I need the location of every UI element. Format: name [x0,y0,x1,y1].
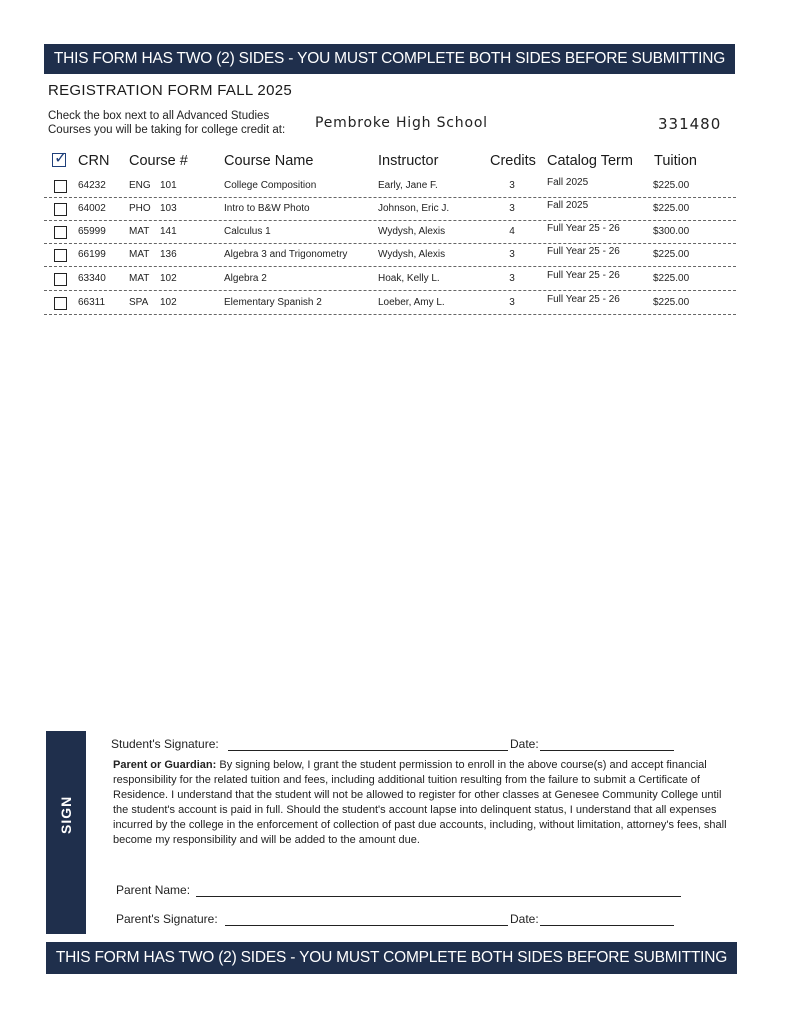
course-name-cell: Algebra 3 and Trigonometry [224,249,348,260]
header-catalog-term: Catalog Term [547,153,633,169]
header-instructor: Instructor [378,153,439,169]
credits-cell: 4 [509,226,515,237]
instructor-cell: Loeber, Amy L. [378,297,445,308]
parent-name-field[interactable] [196,896,681,897]
course-number-cell: 136 [160,249,177,260]
parent-name-label: Parent Name: [116,883,191,897]
instructor-cell: Wydysh, Alexis [378,249,446,260]
course-checkbox[interactable] [54,297,67,310]
header-course-number: Course # [129,153,188,169]
course-checkbox[interactable] [54,180,67,193]
row-divider [44,266,736,267]
instructor-cell: Johnson, Eric J. [378,203,450,214]
catalog-term-cell: Full Year 25 - 26 [547,270,620,281]
tuition-cell: $225.00 [653,203,690,214]
catalog-term-cell: Fall 2025 [547,200,589,211]
parent-date-label: Date: [510,912,539,926]
table-row [44,175,736,198]
course-checkbox[interactable] [54,203,67,216]
header-credits: Credits [490,153,536,169]
course-checkbox[interactable] [54,226,67,239]
student-date-label: Date: [510,737,539,751]
top-warning-banner: THIS FORM HAS TWO (2) SIDES - YOU MUST COMPLETE BOTH SIDES BEFORE SUBMITTING [44,44,735,74]
catalog-term-cell: Fall 2025 [547,177,589,188]
subject-cell: MAT [129,273,150,284]
header-course-name: Course Name [224,153,314,169]
instructor-cell: Wydysh, Alexis [378,226,446,237]
crn-cell: 64002 [78,203,106,214]
parent-signature-label: Parent's Signature: [116,912,218,926]
row-divider [44,314,736,315]
course-name-cell: College Composition [224,180,317,191]
course-number-cell: 102 [160,297,177,308]
course-name-cell: Calculus 1 [224,226,271,237]
table-row [44,198,736,221]
course-name-cell: Intro to B&W Photo [224,203,310,214]
catalog-term-cell: Full Year 25 - 26 [547,294,620,305]
course-number-cell: 141 [160,226,177,237]
credits-cell: 3 [509,273,515,284]
crn-cell: 65999 [78,226,106,237]
course-number-cell: 103 [160,203,177,214]
subject-cell: ENG [129,180,151,191]
credits-cell: 3 [509,297,515,308]
row-divider [44,290,736,291]
credits-cell: 3 [509,180,515,191]
tuition-cell: $225.00 [653,297,690,308]
course-checkbox[interactable] [54,273,67,286]
parent-signature-field[interactable] [225,925,508,926]
instructor-cell: Early, Jane F. [378,180,438,191]
instructions-line-1: Check the box next to all Advanced Studies [48,110,270,122]
form-title: REGISTRATION FORM FALL 2025 [48,82,292,99]
tuition-cell: $300.00 [653,226,690,237]
school-code: 331480 [658,115,722,133]
subject-cell: PHO [129,203,151,214]
table-row [44,268,736,291]
tuition-cell: $225.00 [653,273,690,284]
school-name: Pembroke High School [315,115,488,131]
header-checked-checkbox-icon [52,153,66,167]
header-crn: CRN [78,153,110,169]
credits-cell: 3 [509,203,515,214]
sign-label: SIGN [58,795,74,834]
student-signature-label: Student's Signature: [111,737,219,751]
table-row [44,292,736,315]
consent-statement [113,758,733,848]
crn-cell: 63340 [78,273,106,284]
crn-cell: 64232 [78,180,106,191]
tuition-cell: $225.00 [653,249,690,260]
consent-text: By signing below, I grant the student permission to enroll in the above course(s) and accept financial responsibility for the related tuition and fees, including additional tuition resulting from the failure to submit a Certificate of Residence. I understand that the student will not be allowed to register for other classes at Genesee Community College until the student's account is paid in full. Should the student's account lapse into delinquent status, I understand that all expenses incurred by the college in the enforcement of collection of past due accounts, including, without limitation, attorney's fees, shall become my responsibility and will be added to the amount due. [113,759,727,846]
instructions [48,109,285,137]
header-tuition: Tuition [654,153,697,169]
course-number-cell: 102 [160,273,177,284]
subject-cell: SPA [129,297,149,308]
table-row [44,221,736,244]
tuition-cell: $225.00 [653,180,690,191]
instructor-cell: Hoak, Kelly L. [378,273,440,284]
crn-cell: 66311 [78,297,106,308]
subject-cell: MAT [129,249,150,260]
table-row [44,244,736,267]
course-checkbox[interactable] [54,249,67,262]
catalog-term-cell: Full Year 25 - 26 [547,246,620,257]
credits-cell: 3 [509,249,515,260]
student-date-field[interactable] [540,750,674,751]
catalog-term-cell: Full Year 25 - 26 [547,223,620,234]
student-signature-field[interactable] [228,750,508,751]
parent-date-field[interactable] [540,925,674,926]
crn-cell: 66199 [78,249,106,260]
course-number-cell: 101 [160,180,177,191]
subject-cell: MAT [129,226,150,237]
course-name-cell: Elementary Spanish 2 [224,297,322,308]
consent-heading: Parent or Guardian: [113,759,217,771]
instructions-line-2: Courses you will be taking for college credit at: [48,124,286,136]
course-name-cell: Algebra 2 [224,273,267,284]
bottom-warning-banner: THIS FORM HAS TWO (2) SIDES - YOU MUST COMPLETE BOTH SIDES BEFORE SUBMITTING [46,942,737,974]
